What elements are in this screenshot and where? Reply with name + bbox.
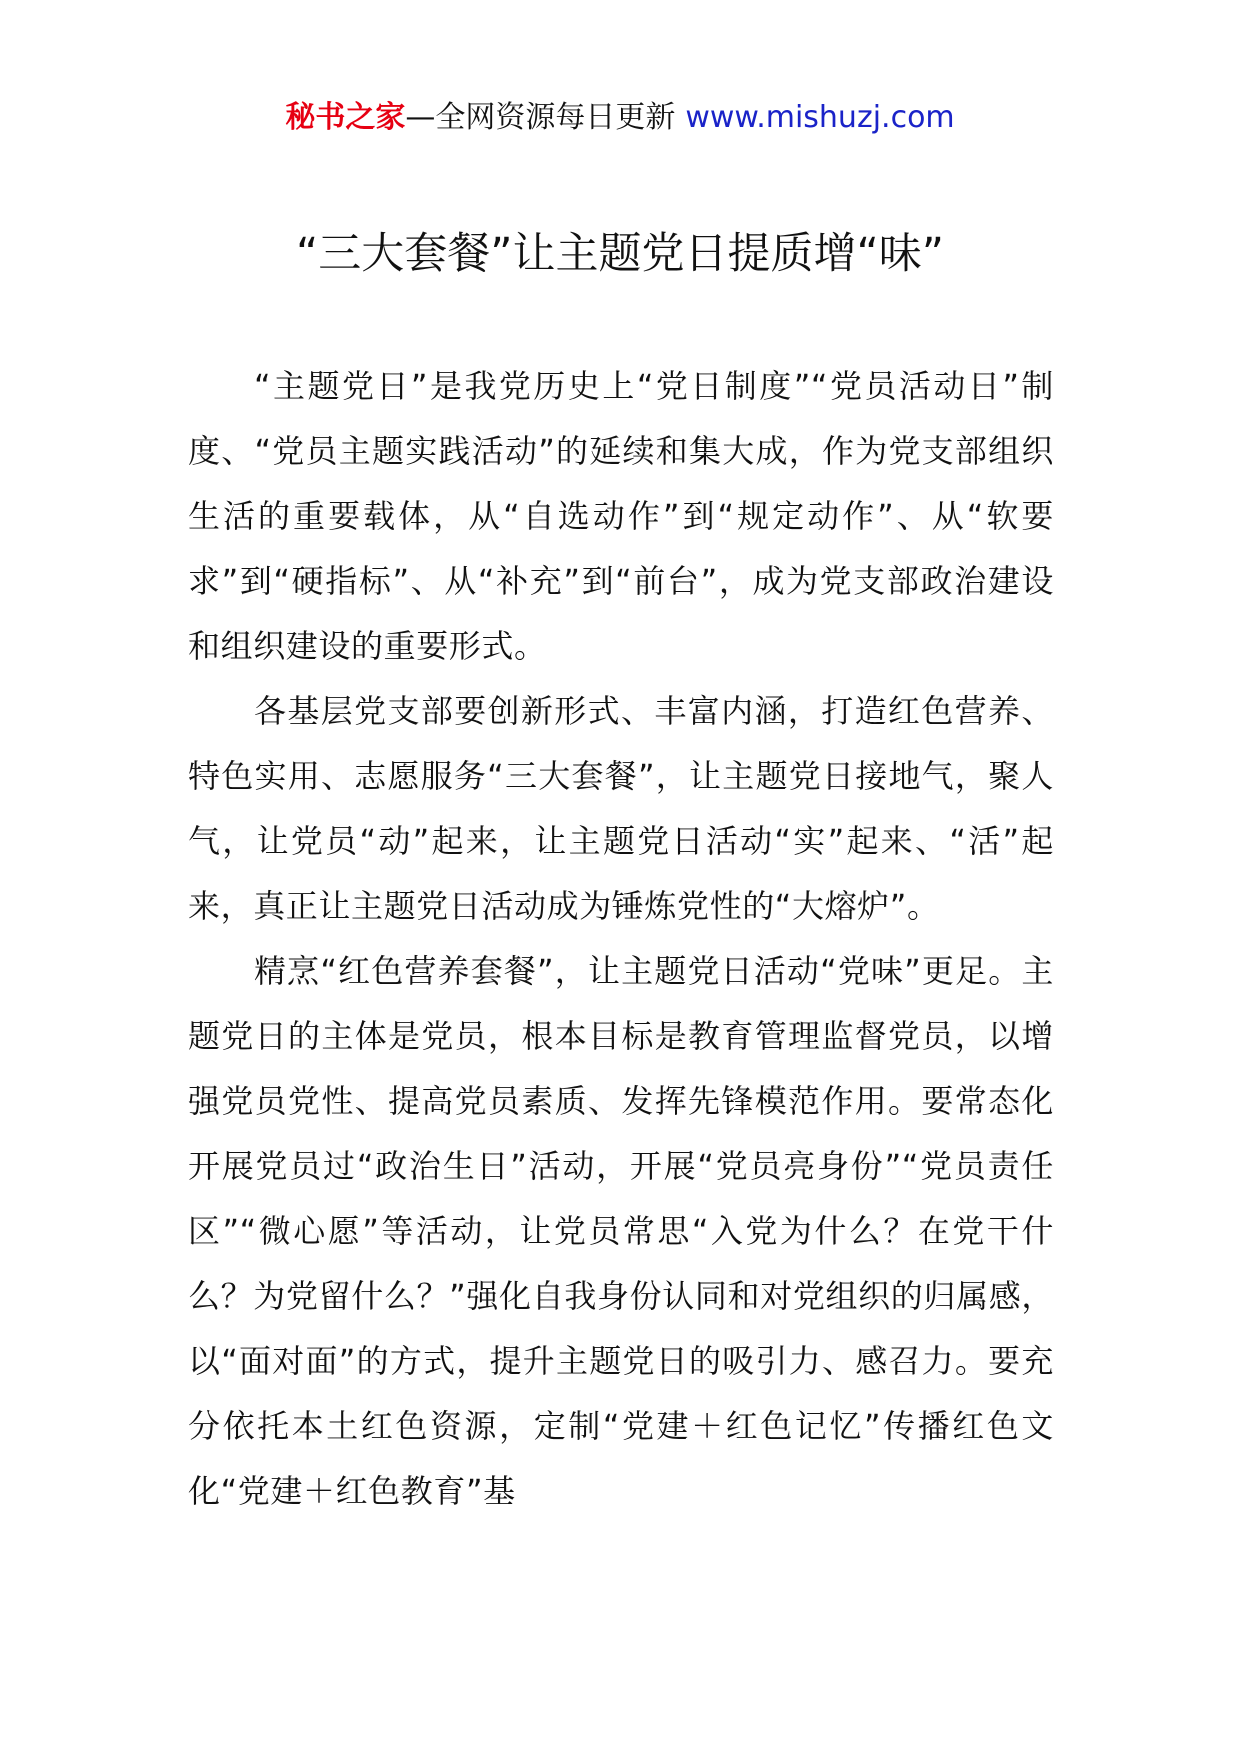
brand-name: 秘书之家 [285,100,406,135]
document-body [188,354,1054,1524]
paragraph-2: 各基层党支部要创新形式、丰富内涵，打造红色营养、特色实用、志愿服务“三大套餐”，让主题党日接地气，聚人气，让党员“动”起来，让主题党日活动“实”起来、“活”起来，真正让主题党日活动成为锤炼党性的“大熔炉”。 [188,692,1054,925]
paragraph-1: “主题党日”是我党历史上“党日制度”“党员活动日”制度、“党员主题实践活动”的延续和集大成，作为党支部组织生活的重要载体，从“自选动作”到“规定动作”、从“软要求”到“硬指标”、从“补充”到“前台”，成为党支部政治建设和组织建设的重要形式。 [188,367,1054,665]
header-slogan: —全网资源每日更新 [405,100,676,135]
site-header [0,98,1240,138]
document-title: “三大套餐”让主题党日提质增“味” [295,229,945,279]
site-url-link[interactable]: www.mishuzj.com [685,100,955,135]
paragraph-3: 精烹“红色营养套餐”，让主题党日活动“党味”更足。主题党日的主体是党员，根本目标是教育管理监督党员，以增强党员党性、提高党员素质、发挥先锋模范作用。要常态化开展党员过“政治生日”活动，开展“党员亮身份”“党员责任区”“微心愿”等活动，让党员常思“入党为什么？在党干什么？为党留什么？”强化自我身份认同和对党组织的归属感，以“面对面”的方式，提升主题党日的吸引力、感召力。要充分依托本土红色资源，定制“党建＋红色记忆”传播红色文化“党建＋红色教育”基 [188,952,1054,1510]
